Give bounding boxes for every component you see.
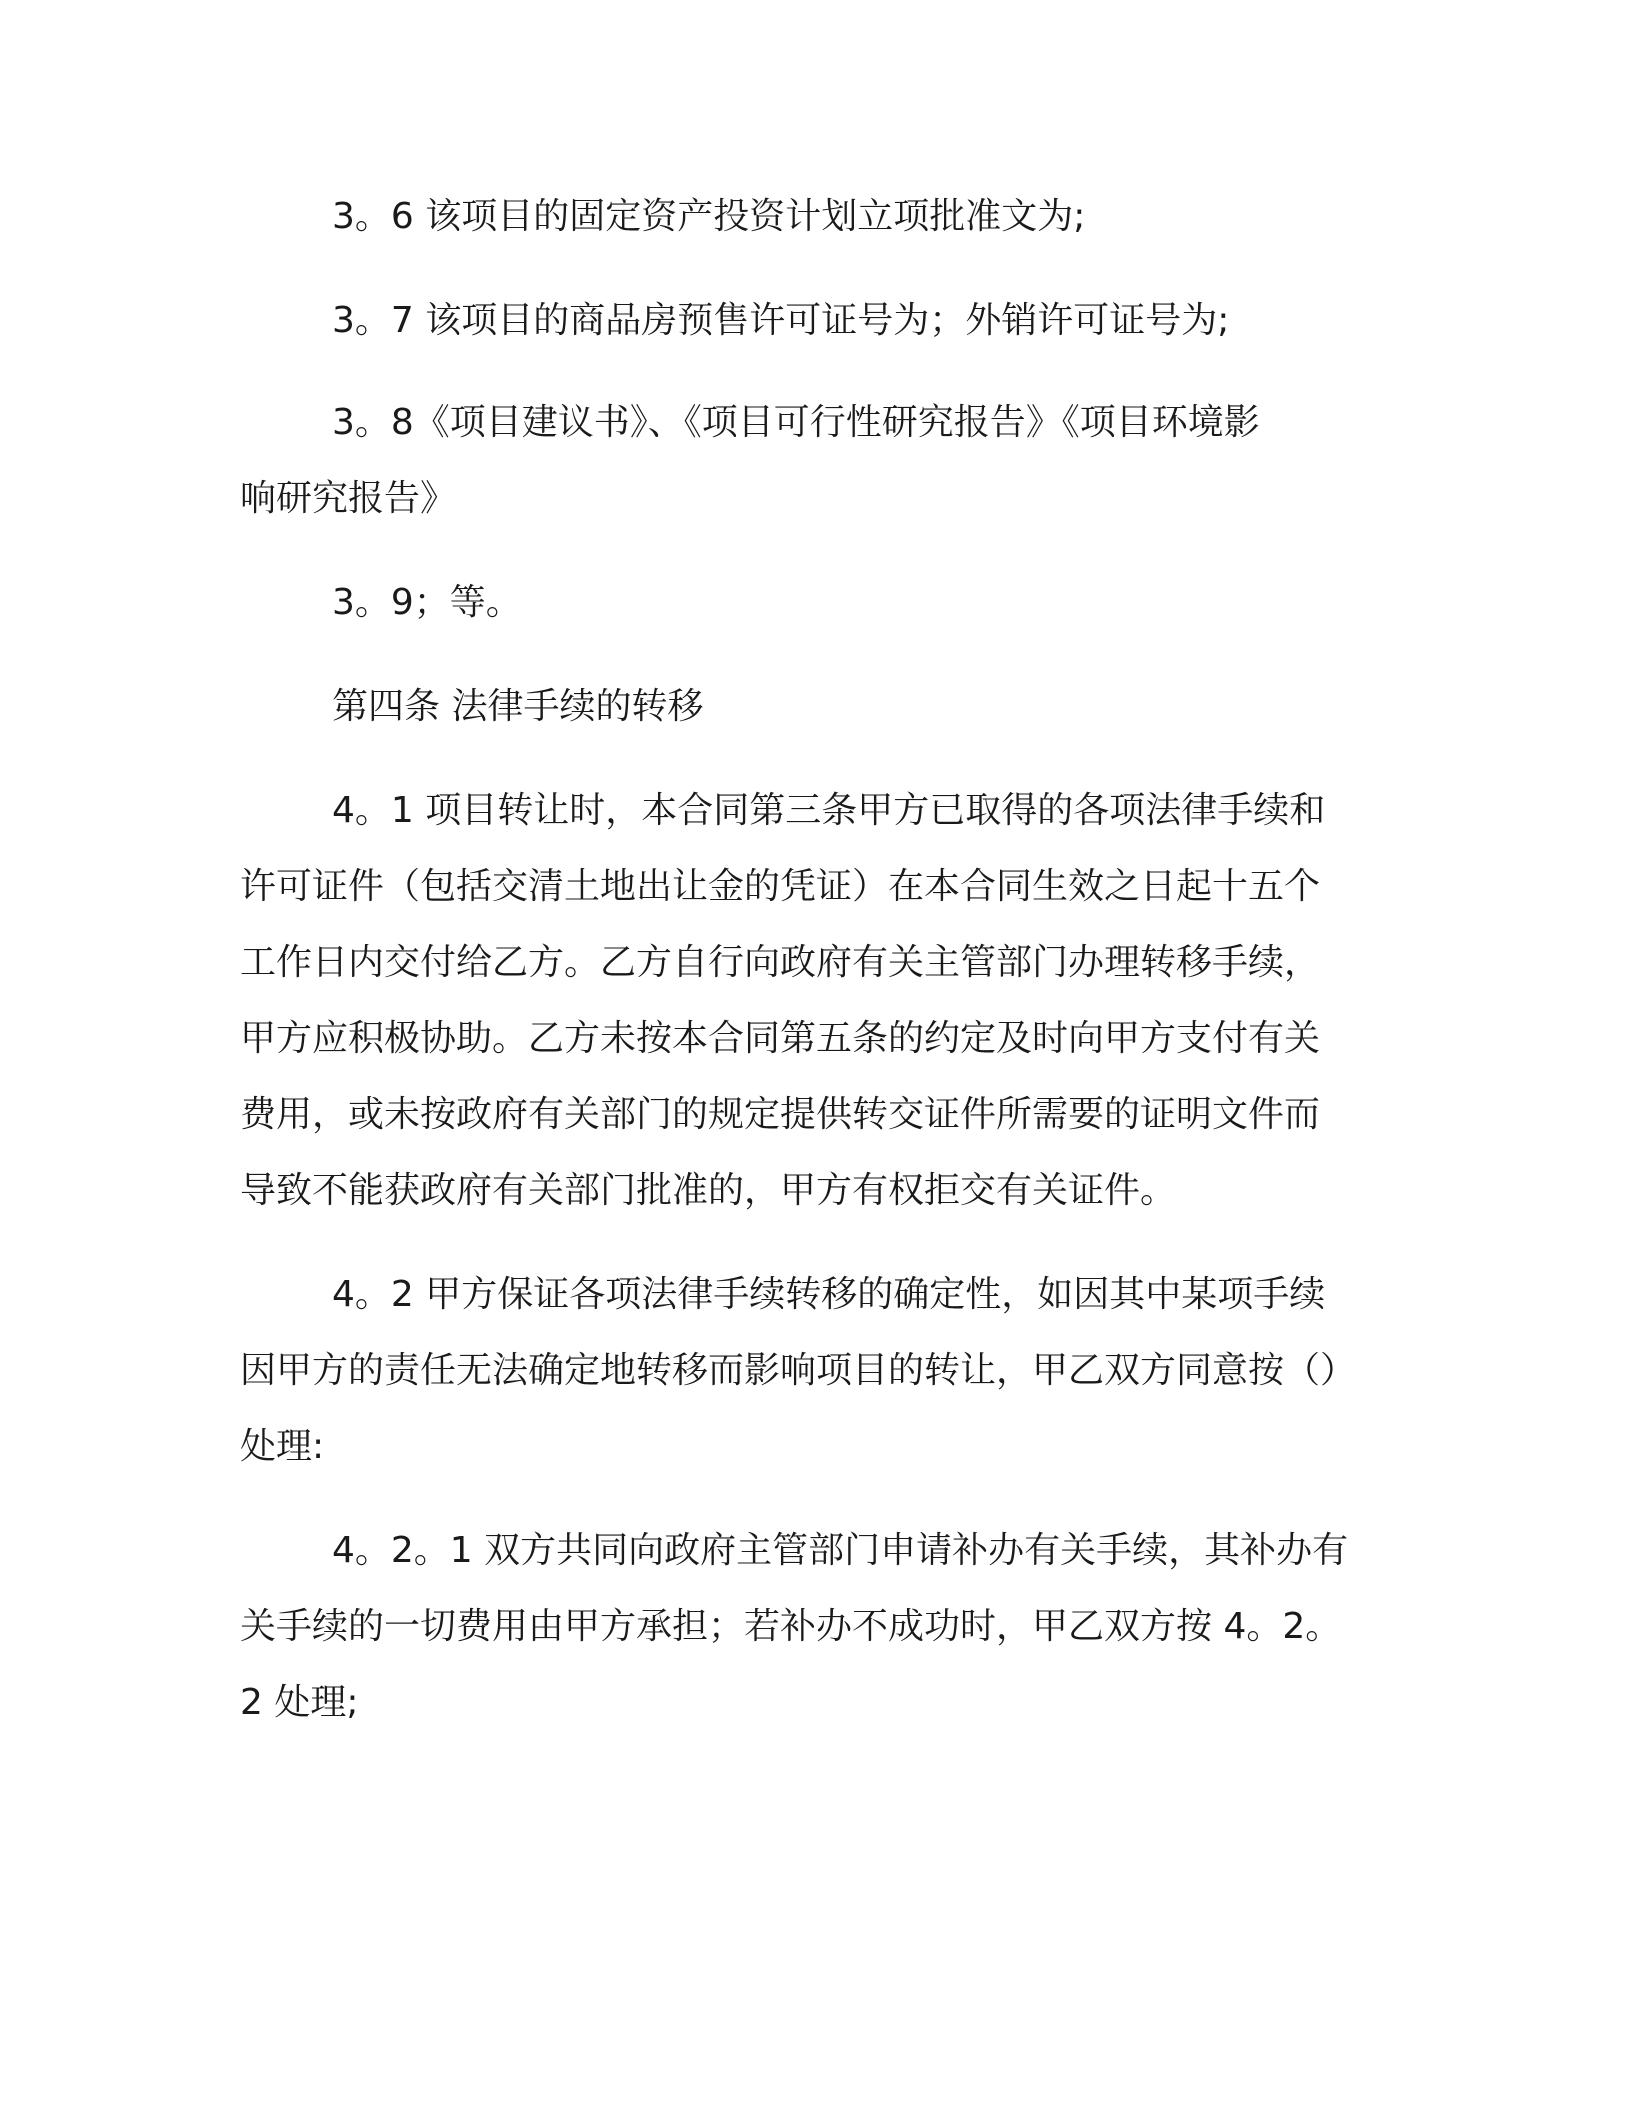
paragraph-3-8-line-1: 3。8《项目建议书》、《项目可行性研究报告》《项目环境影 — [332, 402, 1260, 443]
paragraph-4-1-line-5: 费用，或未按政府有关部门的规定提供转交证件所需要的证明文件而 — [240, 1094, 1321, 1135]
article-4-heading: 第四条 法律手续的转移 — [332, 686, 704, 727]
paragraph-4-2-line-1: 4。2 甲方保证各项法律手续转移的确定性，如因其中某项手续 — [332, 1274, 1326, 1315]
paragraph-4-1-line-2: 许可证件（包括交清土地出让金的凭证）在本合同生效之日起十五个 — [240, 866, 1321, 907]
paragraph-3-8-line-2: 响研究报告》 — [240, 478, 457, 519]
paragraph-4-1-line-3: 工作日内交付给乙方。乙方自行向政府有关主管部门办理转移手续， — [240, 942, 1321, 983]
paragraph-3-9: 3。9；等。 — [332, 582, 522, 623]
paragraph-3-6: 3。6 该项目的固定资产投资计划立项批准文为; — [332, 196, 1086, 237]
paragraph-4-2-1-line-2: 关手续的一切费用由甲方承担；若补办不成功时，甲乙双方按 4。2。 — [240, 1606, 1342, 1647]
paragraph-4-1-line-1: 4。1 项目转让时，本合同第三条甲方已取得的各项法律手续和 — [332, 790, 1326, 831]
paragraph-4-1-line-4: 甲方应积极协助。乙方未按本合同第五条的约定及时向甲方支付有关 — [240, 1018, 1321, 1059]
paragraph-4-2-1-line-1: 4。2。1 双方共同向政府主管部门申请补办有关手续，其补办有 — [332, 1530, 1349, 1571]
paragraph-4-2-line-3: 处理: — [240, 1426, 325, 1467]
paragraph-4-2-line-2: 因甲方的责任无法确定地转移而影响项目的转让，甲乙双方同意按（） — [240, 1350, 1357, 1391]
paragraph-4-2-1-line-3: 2 处理; — [240, 1682, 359, 1723]
paragraph-4-1-line-6: 导致不能获政府有关部门批准的，甲方有权拒交有关证件。 — [240, 1170, 1177, 1211]
paragraph-3-7: 3。7 该项目的商品房预售许可证号为；外销许可证号为; — [332, 300, 1230, 341]
